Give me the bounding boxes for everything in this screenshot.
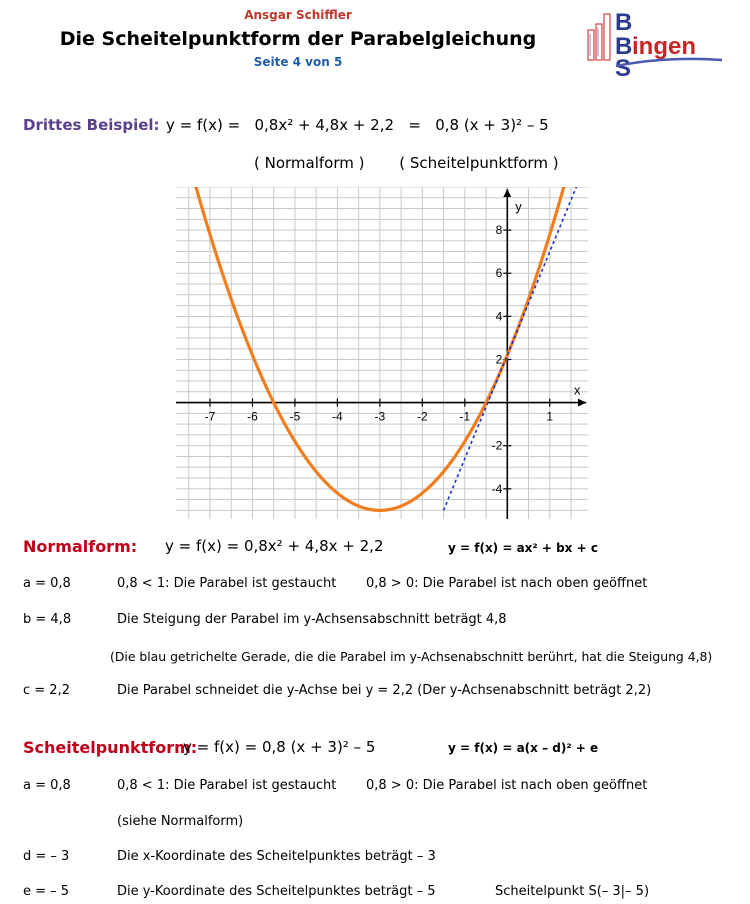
author-name: Ansgar Schiffler: [244, 8, 352, 22]
y-tick-label: -2: [491, 438, 503, 453]
example-label: Drittes Beispiel:: [23, 116, 160, 134]
normal-a-text1: 0,8 < 1: Die Parabel ist gestaucht: [117, 576, 337, 591]
y-tick-label: 6: [495, 266, 503, 281]
vertexform-equation: y = f(x) = 0,8 (x + 3)² – 5: [183, 738, 376, 756]
logo-letter-s: S: [615, 55, 632, 78]
normal-b-text: Die Steigung der Parabel im y-Achsensabschnitt beträgt 4,8: [117, 612, 507, 627]
logo-building-icon: [588, 14, 610, 60]
example-equation: y = f(x) = 0,8x² + 4,8x + 2,2 = 0,8 (x + 3)² – 5: [166, 116, 549, 134]
normal-c-label: c = 2,2: [23, 683, 70, 698]
label-scheitelpunktform: ( Scheitelpunktform ): [399, 154, 559, 172]
vertex-e-label: e = – 5: [23, 884, 70, 899]
example-form-names: [254, 154, 589, 172]
y-axis-label: y: [515, 199, 522, 214]
page-number: Seite 4 von 5: [253, 55, 343, 69]
logo-letter-b2: B: [615, 33, 633, 60]
normalform-equation: y = f(x) = 0,8x² + 4,8x + 2,2: [165, 537, 384, 555]
logo-letter-b1: B: [615, 9, 633, 36]
vertex-a-text2: 0,8 > 0: Die Parabel ist nach oben geöffnet: [366, 778, 648, 793]
normal-b-label: b = 4,8: [23, 612, 72, 627]
x-tick-label: -5: [289, 409, 301, 424]
x-tick-label: -2: [417, 409, 428, 424]
vertex-a-note: (siehe Normalform): [117, 814, 244, 829]
vertexform-general: y = f(x) = a(x – d)² + e: [448, 741, 599, 755]
vertex-d-label: d = – 3: [23, 849, 70, 864]
y-axis-arrow: [503, 189, 511, 197]
x-tick-label: -7: [204, 409, 216, 424]
vertex-e-text: Die y-Koordinate des Scheitelpunktes beträgt – 5: [117, 884, 436, 899]
y-tick-label: 4: [495, 309, 503, 324]
x-tick-label: -1: [459, 409, 471, 424]
y-tick-label: 8: [495, 223, 503, 238]
y-tick-label: 2: [495, 352, 503, 367]
normal-a-text2: 0,8 > 0: Die Parabel ist nach oben geöffnet: [366, 576, 648, 591]
page-title: Die Scheitelpunktform der Parabelgleichung: [59, 28, 537, 50]
chart-axes: [176, 189, 586, 519]
vertexform-heading: Scheitelpunktform:: [23, 738, 198, 757]
bbs-bingen-logo: [586, 8, 726, 78]
normal-b-note: (Die blau getrichelte Gerade, die die Parabel im y-Achsenabschnitt berührt, hat die Steigung 4,8): [110, 649, 713, 664]
vertex-d-text: Die x-Koordinate des Scheitelpunktes beträgt – 3: [117, 849, 436, 864]
x-axis-label: x: [574, 382, 581, 398]
chart-grid: [176, 187, 588, 519]
normalform-general: y = f(x) = ax² + bx + c: [448, 541, 598, 555]
x-tick-label: -6: [247, 409, 258, 424]
x-tick-label: -4: [332, 409, 343, 424]
normal-a-label: a = 0,8: [23, 576, 71, 591]
x-axis-arrow: [578, 399, 586, 407]
parabola-chart: [176, 187, 588, 519]
logo-word-ingen: ingen: [632, 33, 696, 60]
vertex-a-label: a = 0,8: [23, 778, 71, 793]
normalform-heading: Normalform:: [23, 537, 138, 556]
vertex-a-text1: 0,8 < 1: Die Parabel ist gestaucht: [117, 778, 337, 793]
x-tick-label: -3: [374, 409, 386, 424]
normal-c-text: Die Parabel schneidet die y-Achse bei y = 2,2 (Der y-Achsenabschnitt beträgt 2,2): [117, 683, 652, 698]
x-tick-label: 1: [546, 409, 554, 424]
y-tick-label: -4: [491, 481, 503, 496]
label-normalform: ( Normalform ): [254, 154, 365, 172]
vertex-point-text: Scheitelpunkt S(– 3|– 5): [495, 884, 650, 899]
